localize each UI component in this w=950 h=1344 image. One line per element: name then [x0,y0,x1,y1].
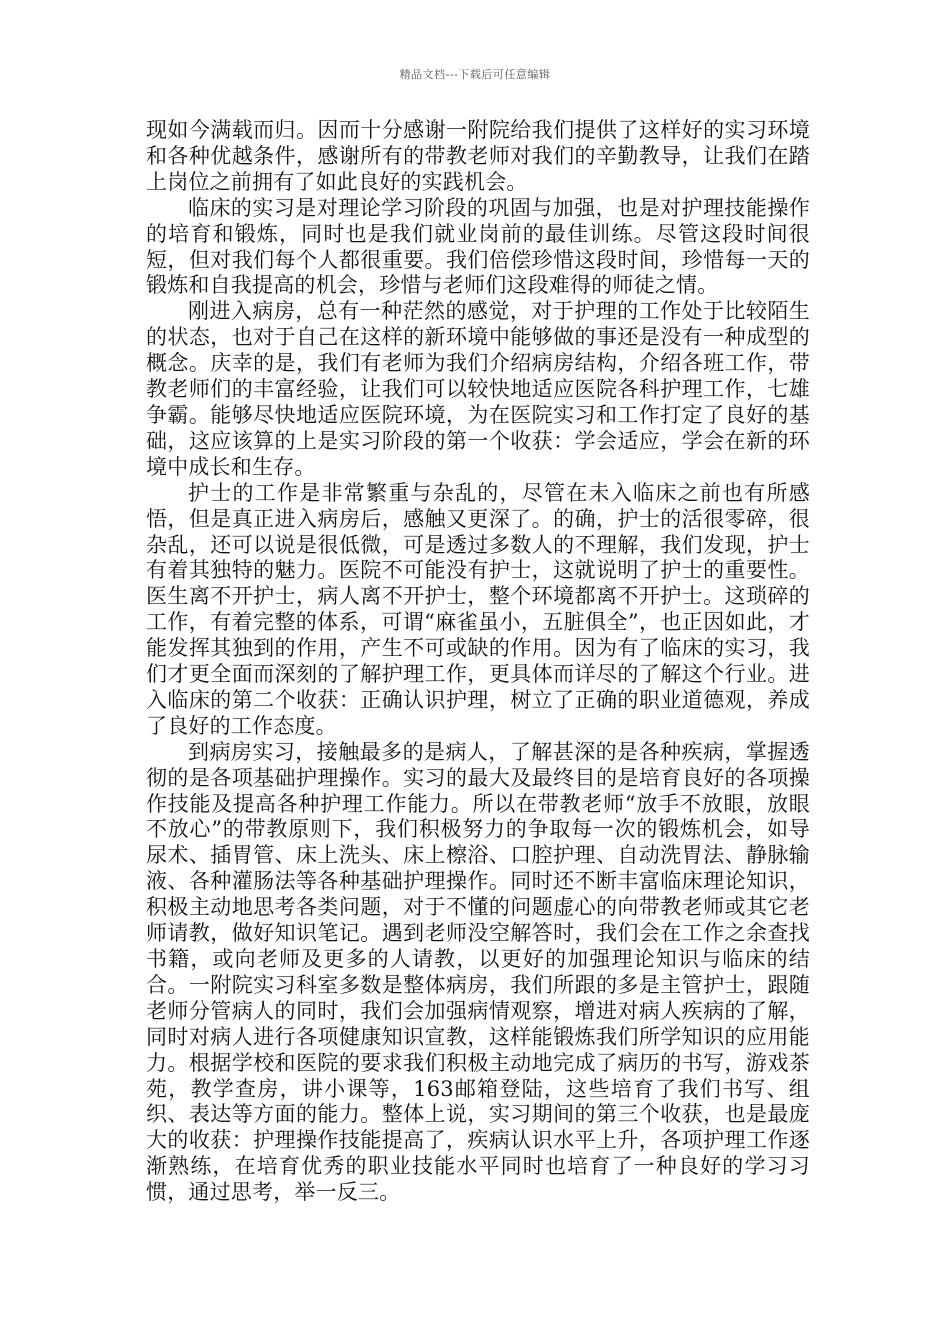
document-body [146,118,810,1206]
paragraph-2: 临床的实习是对理论学习阶段的巩固与加强，也是对护理技能操作的培育和锻炼，同时也是我们就业岗前的最佳训练。尽管这段时间很短，但对我们每个人都很重要。我们倍偿珍惜这段时间，珍惜每一天的锻炼和自我提高的机会，珍惜与老师们这段难得的师徒之情。 [146,195,810,298]
paragraph-3: 刚进入病房，总有一种茫然的感觉，对于护理的工作处于比较陌生的状态，也对于自己在这样的新环境中能够做的事还是没有一种成型的概念。庆幸的是，我们有老师为我们介绍病房结构，介绍各班工作，带教老师们的丰富经验，让我们可以较快地适应医院各科护理工作，七雄争霸。能够尽快地适应医院环境，为在医院实习和工作打定了良好的基础，这应该算的上是实习阶段的第一个收获：学会适应，学会在新的环境中成长和生存。 [146,299,810,479]
paragraph-5: 到病房实习，接触最多的是病人，了解甚深的是各种疾病，掌握透彻的是各项基础护理操作。实习的最大及最终目的是培育良好的各项操作技能及提高各种护理工作能力。所以在带教老师“放手不放眼，放眼不放心”的带教原则下，我们积极努力的争取每一次的锻炼机会，如导尿术、插胃管、床上洗头、床上檫浴、口腔护理、自动洗胃法、静脉输液、各种灌肠法等各种基础护理操作。同时还不断丰富临床理论知识，积极主动地思考各类问题，对于不懂的问题虚心的向带教老师或其它老师请教，做好知识笔记。遇到老师没空解答时，我们会在工作之余查找书籍，或向老师及更多的人请教，以更好的加强理论知识与临床的结合。一附院实习科室多数是整体病房，我们所跟的多是主管护士，跟随老师分管病人的同时，我们会加强病情观察，增进对病人疾病的了解，同时对病人进行各项健康知识宣教，这样能锻炼我们所学知识的应用能力。根据学校和医院的要求我们积极主动地完成了病历的书写，游戏茶苑，教学查房，讲小课等，163邮箱登陆，这些培育了我们书写、组织、表达等方面的能力。整体上说，实习期间的第三个收获，也是最庞大的收获：护理操作技能提高了，疾病认识水平上升，各项护理工作逐渐熟练，在培育优秀的职业技能水平同时也培育了一种良好的学习习惯，通过思考，举一反三。 [146,739,810,1205]
paragraph-1: 现如今满载而归。因而十分感谢一附院给我们提供了这样好的实习环境和各种优越条件，感谢所有的带教老师对我们的辛勤教导，让我们在踏上岗位之前拥有了如此良好的实践机会。 [146,118,810,194]
page-header: 精品文档---下载后可任意编辑 [399,68,551,81]
paragraph-4: 护士的工作是非常繁重与杂乱的，尽管在未入临床之前也有所感悟，但是真正进入病房后，感触又更深了。的确，护士的活很零碎，很杂乱，还可以说是很低微，可是透过多数人的不理解，我们发现，护士有着其独特的魅力。医院不可能没有护士，这就说明了护士的重要性。医生离不开护士，病人离不开护士，整个环境都离不开护士。这琐碎的工作，有着完整的体系，可谓“麻雀虽小，五脏俱全”，也正因如此，才能发挥其独到的作用，产生不可或缺的作用。因为有了临床的实习，我们才更全面而深刻的了解护理工作，更具体而详尽的了解这个行业。进入临床的第二个收获：正确认识护理，树立了正确的职业道德观，养成了良好的工作态度。 [146,480,810,738]
